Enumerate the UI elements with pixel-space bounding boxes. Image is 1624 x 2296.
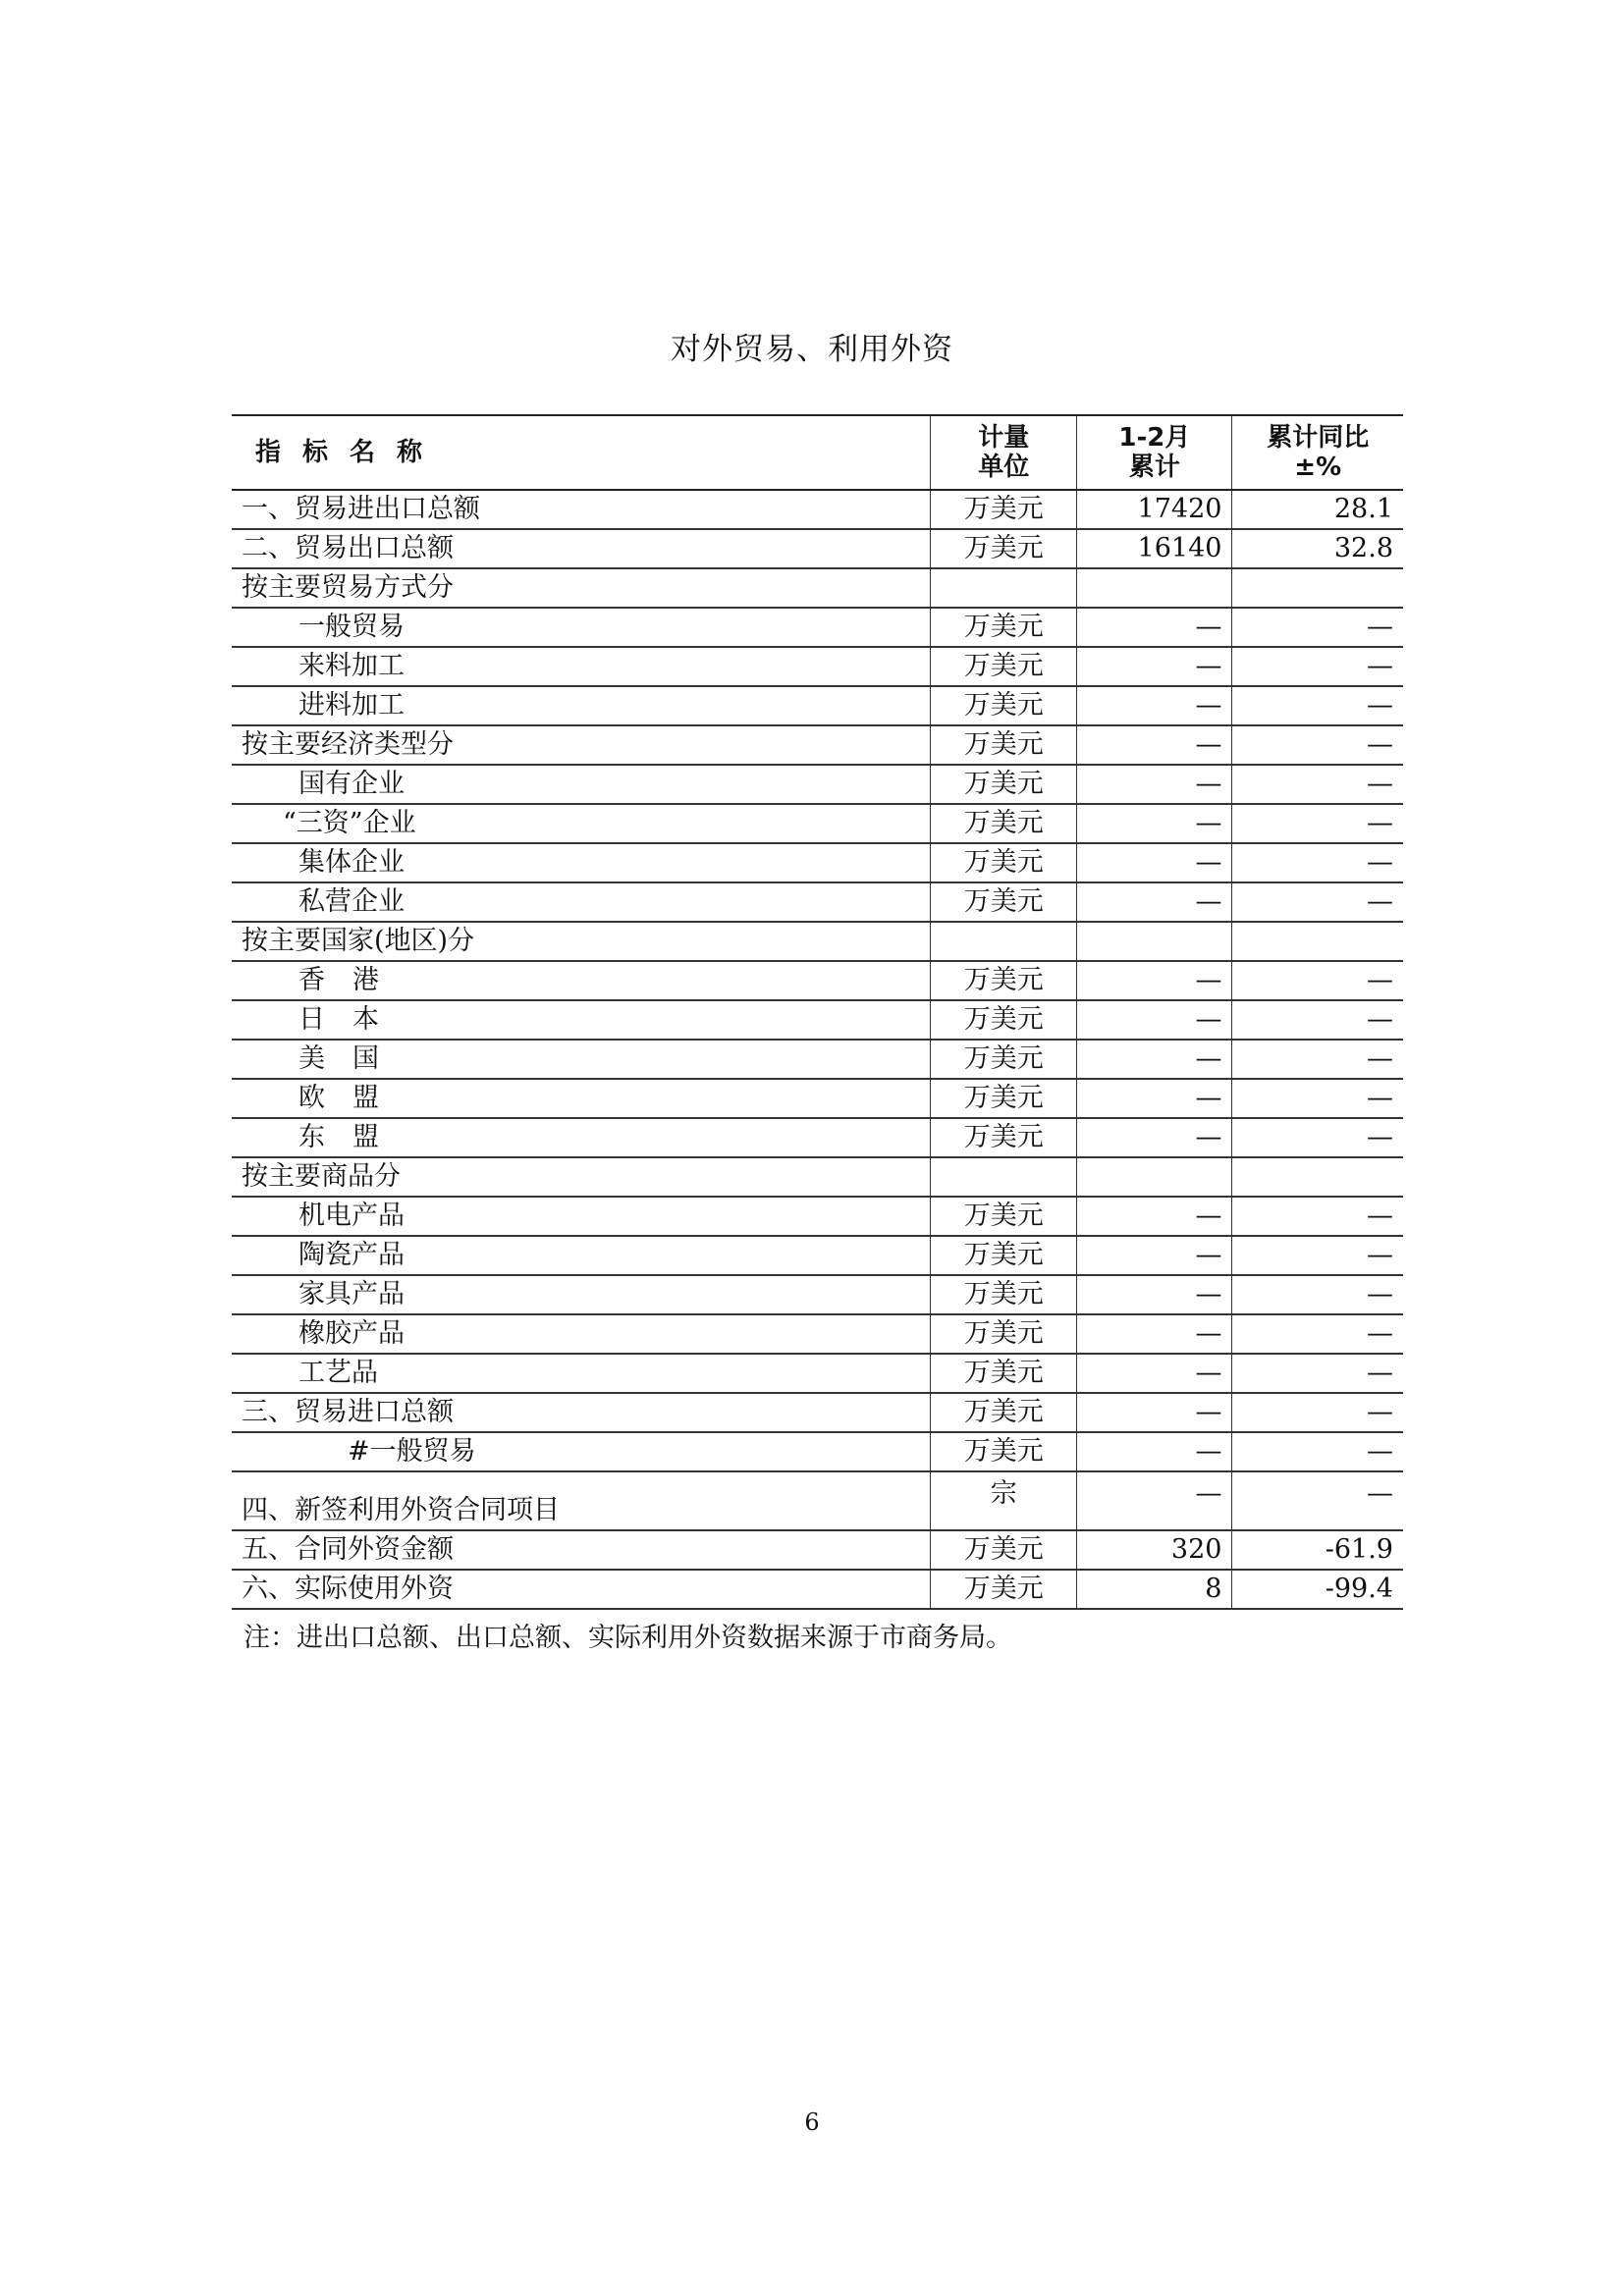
table-row: 橡胶产品 万美元 — — <box>232 1314 1403 1354</box>
table-row: 工艺品 万美元 — — <box>232 1354 1403 1393</box>
table-row: 进料加工 万美元 — — <box>232 686 1403 725</box>
table-row: 来料加工 万美元 — — <box>232 647 1403 686</box>
table-row: 私营企业 万美元 — — <box>232 882 1403 922</box>
table-row: 集体企业 万美元 — — <box>232 843 1403 882</box>
table-row: 三、贸易进口总额 万美元 — — <box>232 1393 1403 1432</box>
header-unit: 计量 单位 <box>931 415 1077 490</box>
table-row: 二、贸易出口总额 万美元 16140 32.8 <box>232 529 1403 568</box>
footnote: 注：进出口总额、出口总额、实际利用外资数据来源于市商务局。 <box>244 1623 1012 1653</box>
table-row: “三资”企业 万美元 — — <box>232 804 1403 843</box>
table-row: 香港 万美元 — — <box>232 961 1403 1000</box>
table-row: 机电产品 万美元 — — <box>232 1197 1403 1236</box>
table-header-row <box>232 415 1403 490</box>
table-row: 按主要经济类型分 万美元 — — <box>232 725 1403 765</box>
header-indicator-name: 指标名称 <box>232 415 931 490</box>
trade-table <box>232 414 1403 1610</box>
table-row: 按主要贸易方式分 <box>232 568 1403 608</box>
table-row: 日本 万美元 — — <box>232 1000 1403 1040</box>
page-number: 6 <box>804 2109 820 2136</box>
table-row: 按主要国家(地区)分 <box>232 922 1403 961</box>
table-row: 四、新签利用外资合同项目 宗 — — <box>232 1471 1403 1530</box>
table-row: 按主要商品分 <box>232 1157 1403 1197</box>
table-row: 美国 万美元 — — <box>232 1040 1403 1079</box>
table-row: #一般贸易 万美元 — — <box>232 1432 1403 1471</box>
table-row: 国有企业 万美元 — — <box>232 765 1403 804</box>
table-row: 六、实际使用外资 万美元 8 -99.4 <box>232 1570 1403 1609</box>
table-row: 家具产品 万美元 — — <box>232 1275 1403 1314</box>
header-yoy: 累计同比 ±% <box>1232 415 1403 490</box>
page-title: 对外贸易、利用外资 <box>671 332 953 367</box>
table-row: 五、合同外资金额 万美元 320 -61.9 <box>232 1530 1403 1570</box>
table-row: 东盟 万美元 — — <box>232 1118 1403 1157</box>
table-row: 一、贸易进出口总额 万美元 17420 28.1 <box>232 490 1403 529</box>
table-row: 陶瓷产品 万美元 — — <box>232 1236 1403 1275</box>
table-row: 欧盟 万美元 — — <box>232 1079 1403 1118</box>
table-row: 一般贸易 万美元 — — <box>232 608 1403 647</box>
header-cumulative: 1-2月 累计 <box>1077 415 1232 490</box>
